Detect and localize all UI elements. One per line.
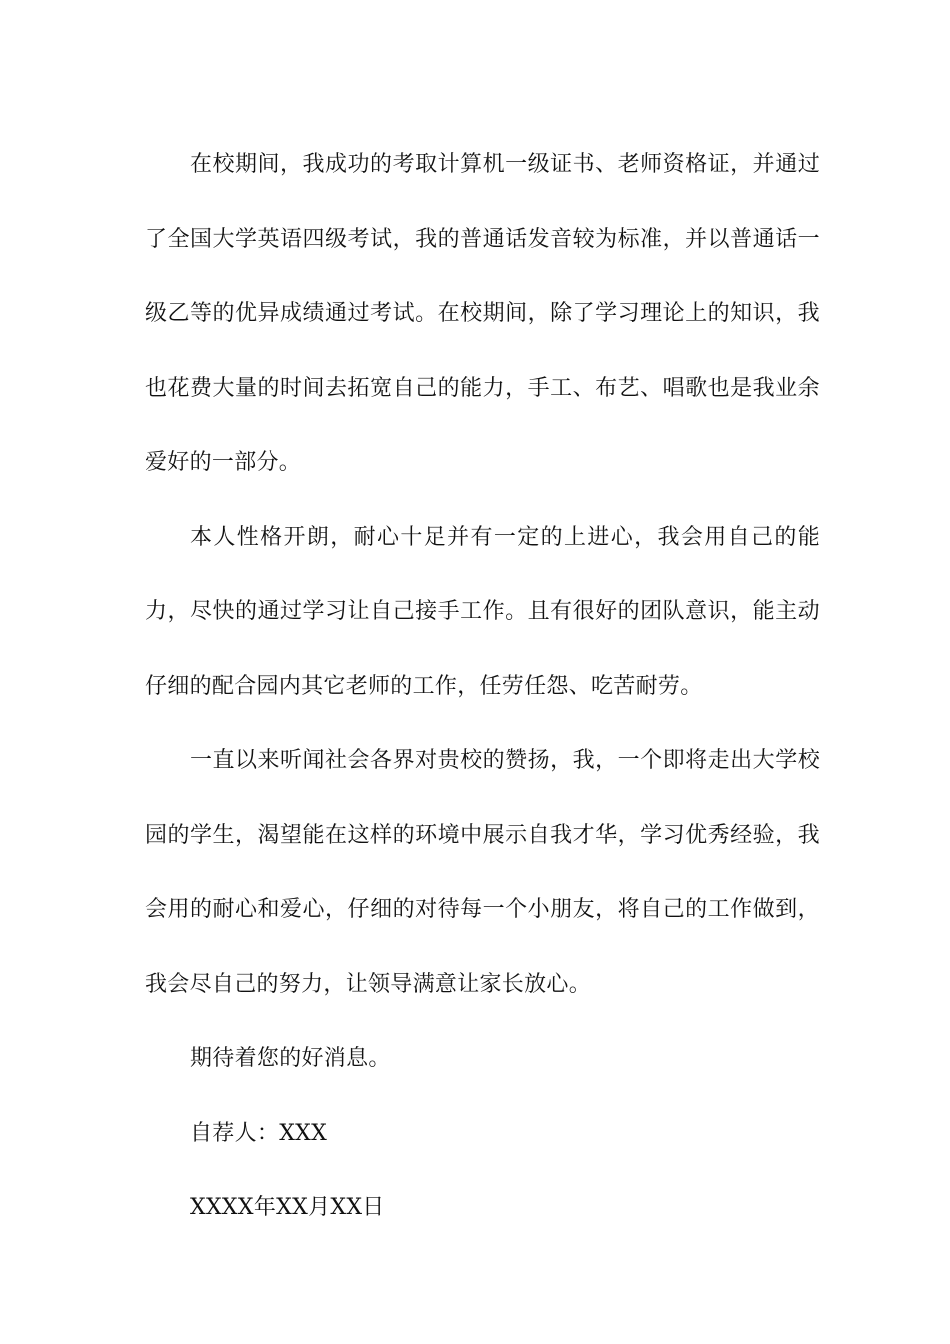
date-line: XXXX年XX月XX日 <box>190 1195 385 1220</box>
signature-line: 自荐人：XXX <box>190 1120 328 1146</box>
paragraph-closing: 期待着您的好消息。 <box>190 1046 391 1071</box>
letter-body <box>145 128 820 1246</box>
paragraph-personality: 本人性格开朗，耐心十足并有一定的上进心，我会用自己的能力，尽快的通过学习让自己接手工作。且有很好的团队意识，能主动仔细的配合园内其它老师的工作，任劳任怨、吃苦耐劳。 <box>145 524 820 699</box>
paragraph-aspiration: 一直以来听闻社会各界对贵校的赞扬，我，一个即将走出大学校园的学生，渴望能在这样的环境中展示自我才华，学习优秀经验，我会用的耐心和爱心，仔细的对待每一个小朋友，将自己的工作做到，我会尽自己的努力，让领导满意让家长放心。 <box>145 748 820 997</box>
paragraph-certificates: 在校期间，我成功的考取计算机一级证书、老师资格证，并通过了全国大学英语四级考试，我的普通话发音较为标准，并以普通话一级乙等的优异成绩通过考试。在校期间，除了学习理论上的知识，我也花费大量的时间去拓宽自己的能力，手工、布艺、唱歌也是我业余爱好的一部分。 <box>145 152 820 475</box>
